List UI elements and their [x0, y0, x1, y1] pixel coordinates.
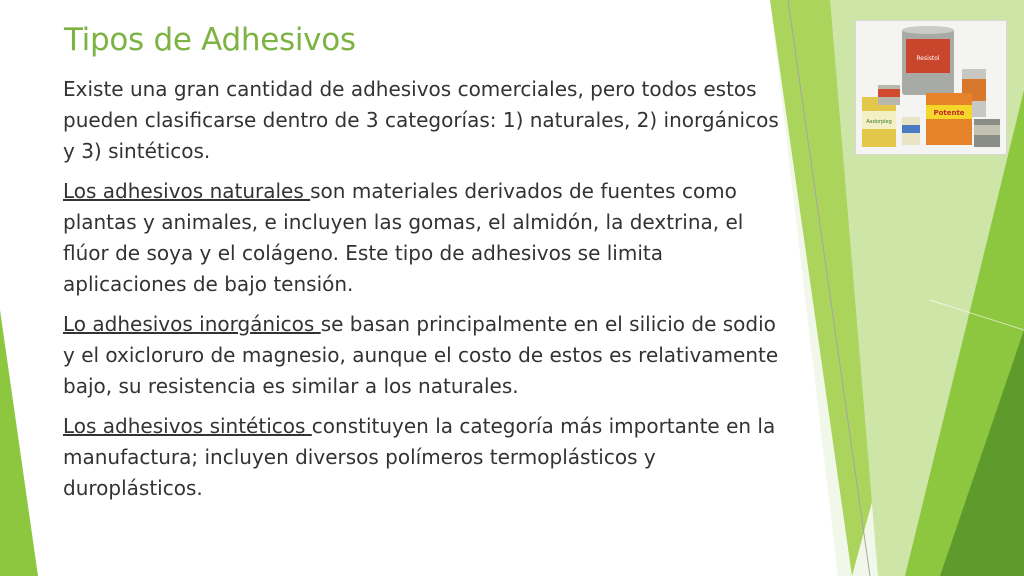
paragraph-synthetic: [63, 411, 783, 504]
slide-body: [63, 74, 783, 513]
paragraph-natural-heading: Los adhesivos naturales: [63, 179, 311, 203]
paragraph-synthetic-text: constituyen la categoría más importante en la manufactura; incluyen diversos polímeros termoplásticos y duroplásticos.: [63, 414, 776, 500]
decor-left-triangle: [0, 310, 38, 576]
can-yellow-label: Aadorpleg: [866, 119, 892, 125]
paragraph-intro-text: Existe una gran cantidad de adhesivos comerciales, pero todos estos pueden clasificarse dentro de 3 categorías: 1) naturales, 2) inorgánicos y 3) sintéticos.: [63, 77, 779, 163]
paragraph-intro: [63, 74, 783, 167]
can-main-label: Resistol: [916, 55, 940, 62]
paragraph-natural-text: son materiales derivados de fuentes como plantas y animales, e incluyen las gomas, el almidón, la dextrina, el flúor de soya y el colágeno. Este tipo de adhesivos se limita aplicaciones de bajo tensión.: [63, 179, 744, 296]
adhesive-cans-photo: [856, 21, 1006, 154]
paragraph-inorganic-text: se basan principalmente en el silicio de sodio y el oxicloruro de magnesio, aunque el costo de estos es relativamente bajo, su resistencia es similar a los naturales.: [63, 312, 779, 398]
paragraph-inorganic: [63, 309, 783, 402]
paragraph-synthetic-heading: Los adhesivos sintéticos: [63, 414, 312, 438]
paragraph-natural: [63, 176, 783, 300]
adhesive-cans-illustration: [856, 21, 1006, 154]
can-orange-label: Potente: [933, 109, 965, 117]
paragraph-inorganic-heading: Lo adhesivos inorgánicos: [63, 312, 321, 336]
slide-title: Tipos de Adhesivos: [64, 22, 356, 58]
